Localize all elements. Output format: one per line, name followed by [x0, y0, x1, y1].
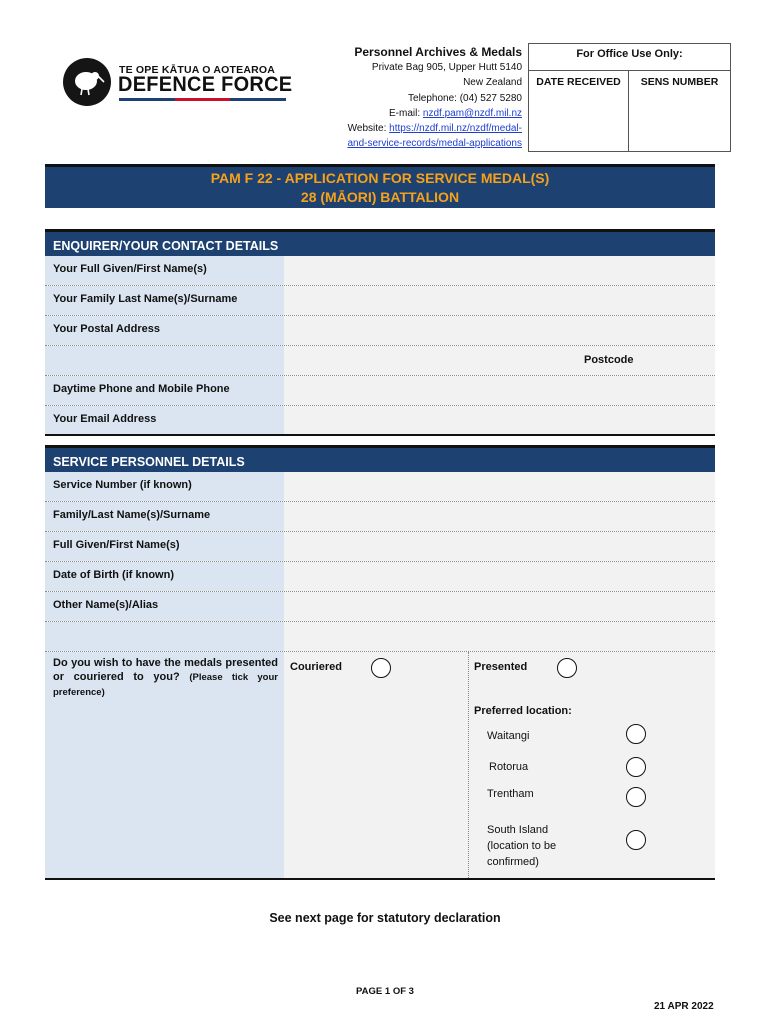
enquirer-postal-field-2[interactable]: [284, 346, 715, 375]
presented-option: [469, 652, 715, 878]
enquirer-phone-row: [45, 376, 715, 406]
location-waitangi-radio[interactable]: [626, 724, 646, 744]
nzdf-logo: [63, 58, 293, 108]
service-other-names-row-2: [45, 622, 715, 652]
delivery-question: [45, 652, 284, 878]
postcode-label: Postcode: [584, 354, 634, 366]
delivery-question-text: Do you wish to have the medals presented or couriered to you?: [53, 657, 278, 683]
service-number-row: [45, 472, 715, 502]
enquirer-postal-label: Your Postal Address: [45, 316, 284, 345]
enquirer-full-name-row: [45, 256, 715, 286]
presented-radio[interactable]: [557, 658, 577, 678]
enquirer-email-label: Your Email Address: [45, 406, 284, 434]
service-dob-label: Date of Birth (if known): [45, 562, 284, 591]
address-website-line: [300, 121, 522, 136]
enquirer-email-field[interactable]: [284, 406, 715, 434]
enquirer-family-name-label: Your Family Last Name(s)/Surname: [45, 286, 284, 315]
form-title-banner: [45, 167, 715, 208]
location-trentham-label: Trentham: [487, 788, 534, 800]
form-title-line-2: 28 (MĀORI) BATTALION: [300, 189, 460, 205]
service-family-name-row: [45, 502, 715, 532]
service-section: [45, 445, 715, 880]
address-line-1: Private Bag 905, Upper Hutt 5140: [371, 62, 522, 73]
date-received-field: [529, 71, 629, 151]
sens-number-field: [629, 71, 730, 151]
address-email-line: [300, 106, 522, 121]
website-link-part-1[interactable]: https://nzdf.mil.nz/nzdf/medal-: [389, 123, 522, 135]
service-family-name-label: Family/Last Name(s)/Surname: [45, 502, 284, 531]
couriered-label: Couriered: [290, 661, 342, 673]
date-received-label: DATE RECEIVED: [536, 76, 621, 88]
service-other-names-label: Other Name(s)/Alias: [45, 592, 284, 621]
service-other-names-field-2[interactable]: [284, 622, 715, 651]
next-page-note: See next page for statutory declaration: [269, 911, 501, 925]
enquirer-email-row: [45, 406, 715, 436]
address-title: Personnel Archives & Medals: [354, 45, 522, 59]
website-prefix: Website:: [347, 123, 390, 135]
address-line-2: New Zealand: [463, 77, 522, 89]
form-date: 21 APR 2022: [654, 1001, 714, 1012]
page-number: PAGE 1 OF 3: [356, 986, 414, 997]
enquirer-phone-label: Daytime Phone and Mobile Phone: [45, 376, 284, 405]
service-other-names-row: [45, 592, 715, 622]
email-prefix: E-mail:: [389, 107, 423, 119]
logo-bar-segment-1: [119, 98, 175, 101]
logo-bar-segment-2: [175, 98, 231, 101]
enquirer-full-name-field[interactable]: [284, 256, 715, 285]
sens-number-label: SENS NUMBER: [640, 76, 719, 88]
enquirer-full-name-label: Your Full Given/First Name(s): [45, 256, 284, 285]
enquirer-heading: ENQUIRER/YOUR CONTACT DETAILS: [45, 229, 715, 256]
enquirer-postal-row-2: [45, 346, 715, 376]
service-given-names-field[interactable]: [284, 532, 715, 561]
logo-bar-segment-3: [230, 98, 286, 101]
logo-color-bar: [119, 98, 286, 101]
location-waitangi-label: Waitangi: [487, 730, 530, 742]
location-rotorua-label: Rotorua: [489, 761, 529, 773]
couriered-option: [284, 652, 469, 878]
enquirer-section: [45, 229, 715, 436]
service-given-names-label: Full Given/First Name(s): [45, 532, 284, 561]
office-use-title: For Office Use Only:: [529, 44, 730, 71]
website-link-part-2[interactable]: and-service-records/medal-applications: [347, 138, 522, 150]
enquirer-postal-row: [45, 316, 715, 346]
office-use-box: [528, 43, 731, 152]
email-link[interactable]: nzdf.pam@nzdf.mil.nz: [422, 107, 522, 119]
service-heading: SERVICE PERSONNEL DETAILS: [45, 445, 715, 472]
location-trentham-radio[interactable]: [626, 787, 646, 807]
service-family-name-field[interactable]: [284, 502, 715, 531]
service-number-field[interactable]: [284, 472, 715, 501]
postal-label-continuation: [45, 346, 284, 375]
enquirer-postal-field[interactable]: [284, 316, 715, 345]
logo-main-text: DEFENCE FORCE: [118, 73, 293, 96]
kiwi-icon: [63, 58, 111, 106]
preferred-location-label: Preferred location:: [474, 705, 572, 717]
service-dob-row: [45, 562, 715, 592]
logo-top-text: TE OPE KĀTUA O AOTEAROA: [119, 64, 276, 76]
presented-label: Presented: [474, 661, 528, 673]
location-south-island-radio[interactable]: [626, 830, 646, 850]
address-phone: Telephone: (04) 527 5280: [408, 92, 522, 104]
delivery-preference-row: [45, 652, 715, 880]
service-other-names-field[interactable]: [284, 592, 715, 621]
enquirer-family-name-field[interactable]: [284, 286, 715, 315]
location-south-island-label: South Island (location to be confirmed): [487, 824, 557, 868]
service-number-label: Service Number (if known): [45, 472, 284, 501]
location-rotorua-radio[interactable]: [626, 757, 646, 777]
couriered-radio[interactable]: [371, 658, 391, 678]
enquirer-family-name-row: [45, 286, 715, 316]
address-block: [300, 44, 522, 152]
enquirer-phone-field[interactable]: [284, 376, 715, 405]
delivery-hint: (Please tick your preference): [53, 672, 278, 698]
service-dob-field[interactable]: [284, 562, 715, 591]
form-title-line-1: PAM F 22 - APPLICATION FOR SERVICE MEDAL(S): [210, 170, 550, 186]
service-given-names-row: [45, 532, 715, 562]
address-website-line-2: [300, 136, 522, 151]
other-names-label-continuation: [45, 622, 284, 651]
